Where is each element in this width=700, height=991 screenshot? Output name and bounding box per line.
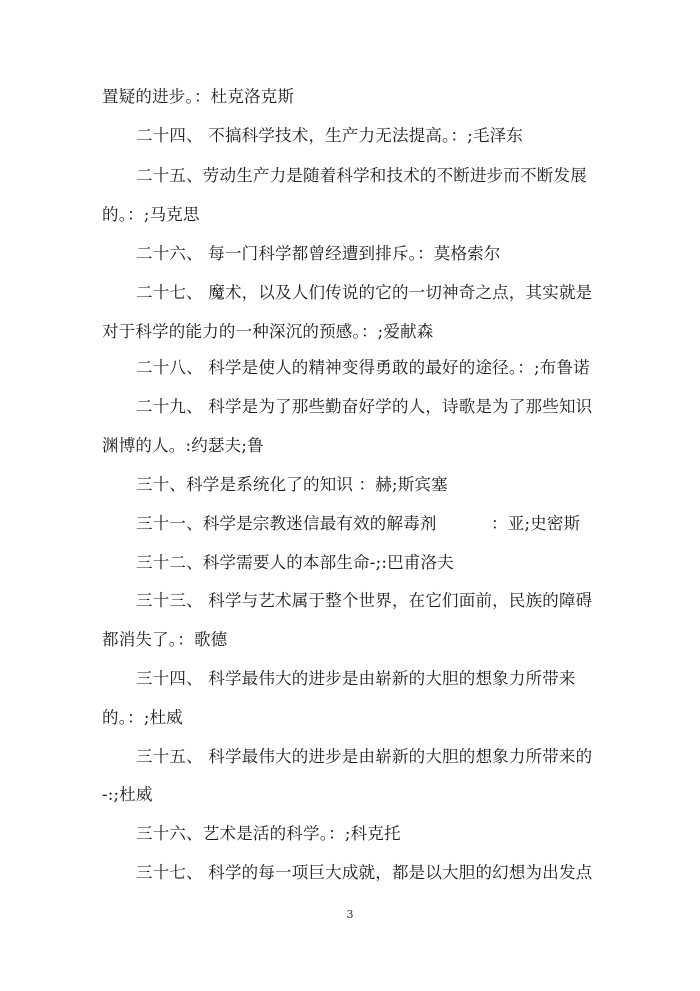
text-line: 三十、科学是系统化了的知识 ：赫;斯宾塞 [136,475,448,494]
text-line: 三十七、 科学的每一项巨大成就，都是以大胆的幻想为出发点 [136,863,593,882]
text-line: 二十四、 不搞科学技术，生产力无法提高。：;毛泽东 [136,126,524,145]
text-line: 置疑的进步。：杜克洛克斯 [102,87,295,106]
text-line: 三十三、 科学与艺术属于整个世界，在它们面前，民族的障碍 [136,591,593,610]
text-line: 对于科学的能力的一种深沉的预感。：;爱献森 [102,322,434,341]
text-line: 三十二、科学需要人的本部生命-;:巴甫洛夫 [136,553,454,572]
text-line: 二十五、劳动生产力是随着科学和技术的不断进步而不断发展 [136,166,587,185]
text-line: 三十一、科学是宗教迷信最有效的解毒剂 ：亚;史密斯 [136,514,581,533]
text-line: 三十五、 科学最伟大的进步是由崭新的大胆的想象力所带来的 [136,747,593,766]
page-number: 3 [346,908,354,921]
text-line: 渊博的人。:约瑟夫;鲁 [102,436,264,455]
text-line: 都消失了。：歌德 [102,630,228,649]
text-line: 二十六、 每一门科学都曾经遭到排斥。：莫格索尔 [136,244,501,263]
text-line: 三十六、艺术是活的科学。：;科克托 [136,824,401,843]
text-line: -:;杜威 [102,785,153,804]
text-line: 二十七、 魔术，以及人们传说的它的一切神奇之点，其实就是 [136,283,593,302]
text-line: 的。：;杜威 [102,708,184,727]
text-line: 二十九、 科学是为了那些勤奋好学的人，诗歌是为了那些知识 [136,397,593,416]
text-line: 的。：;马克思 [102,205,200,224]
text-line: 二十八、 科学是使人的精神变得勇敢的最好的途径。：;布鲁诺 [136,358,590,377]
text-line: 三十四、 科学最伟大的进步是由崭新的大胆的想象力所带来 [136,669,576,688]
